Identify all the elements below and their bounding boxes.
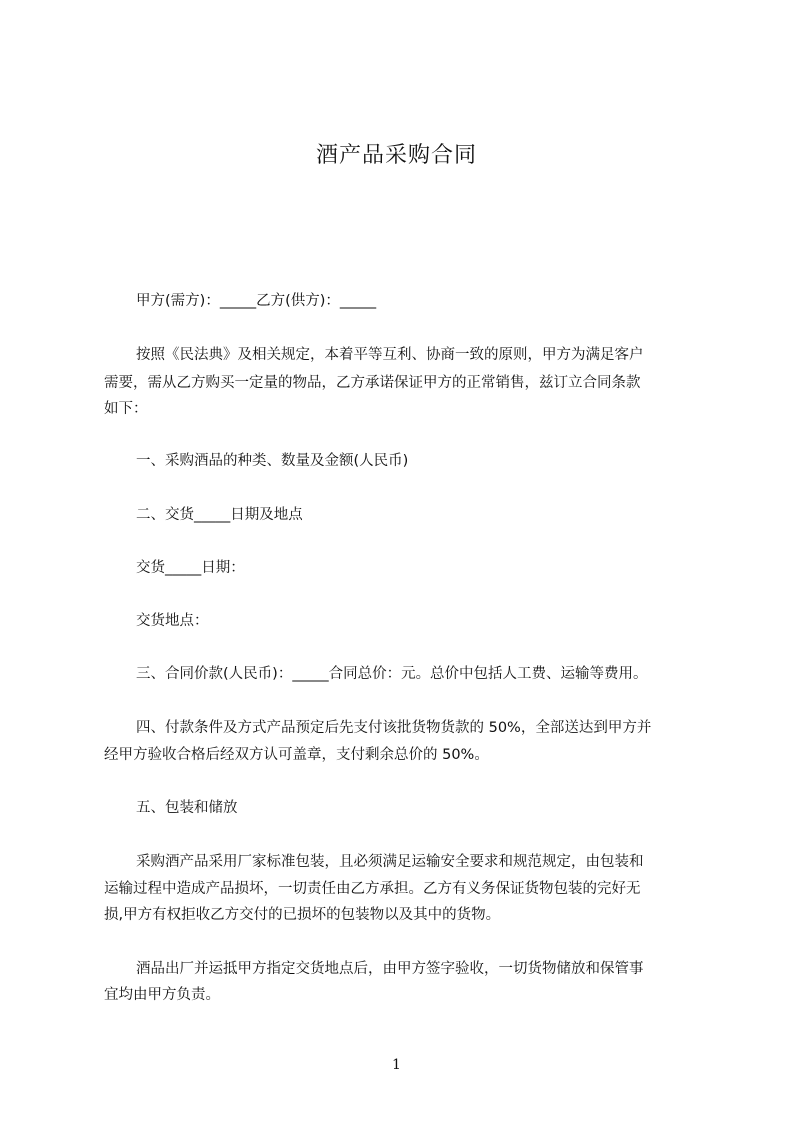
- intro-line-2: 需要，需从乙方购买一定量的物品，乙方承诺保证甲方的正常销售，兹订立合同条款: [104, 375, 641, 391]
- party-line: 甲方(需方)：_____乙方(供方)：_____: [136, 293, 377, 309]
- intro-line-1: 按照《民法典》及相关规定，本着平等互利、协商一致的原则，甲方为满足客户: [136, 347, 644, 363]
- section-5-heading: 五、包装和储放: [136, 800, 238, 816]
- section-2-heading: 二、交货_____日期及地点: [136, 507, 303, 523]
- delivery-date-line: 交货_____日期：: [136, 560, 245, 576]
- section-3-line: 三、合同价款(人民币)：_____合同总价：元。总价中包括人工费、运输等费用。: [136, 666, 648, 682]
- document-title: 酒产品采购合同: [315, 143, 477, 168]
- intro-line-3: 如下：: [104, 401, 148, 417]
- packaging-line-1: 采购酒产品采用厂家标准包装，且必须满足运输安全要求和规范规定，由包装和: [136, 854, 644, 870]
- section-4-line-1: 四、付款条件及方式产品预定后先支付该批货物货款的 50%，全部送达到甲方并: [136, 720, 652, 736]
- packaging-line-3: 损,甲方有权拒收乙方交付的已损坏的包装物以及其中的货物。: [104, 907, 501, 923]
- storage-line-2: 宜均由甲方负责。: [104, 987, 220, 1003]
- section-4-line-2: 经甲方验收合格后经双方认可盖章，支付剩余总价的 50%。: [104, 747, 489, 763]
- packaging-line-2: 运输过程中造成产品损坏，一切责任由乙方承担。乙方有义务保证货物包装的完好无: [104, 881, 641, 897]
- storage-line-1: 酒品出厂并运抵甲方指定交货地点后，由甲方签字验收，一切货物储放和保管事: [136, 961, 644, 977]
- delivery-location-line: 交货地点：: [136, 613, 209, 629]
- section-1-heading: 一、采购酒品的种类、数量及金额(人民币): [136, 453, 409, 469]
- page-number: 1: [392, 1057, 401, 1073]
